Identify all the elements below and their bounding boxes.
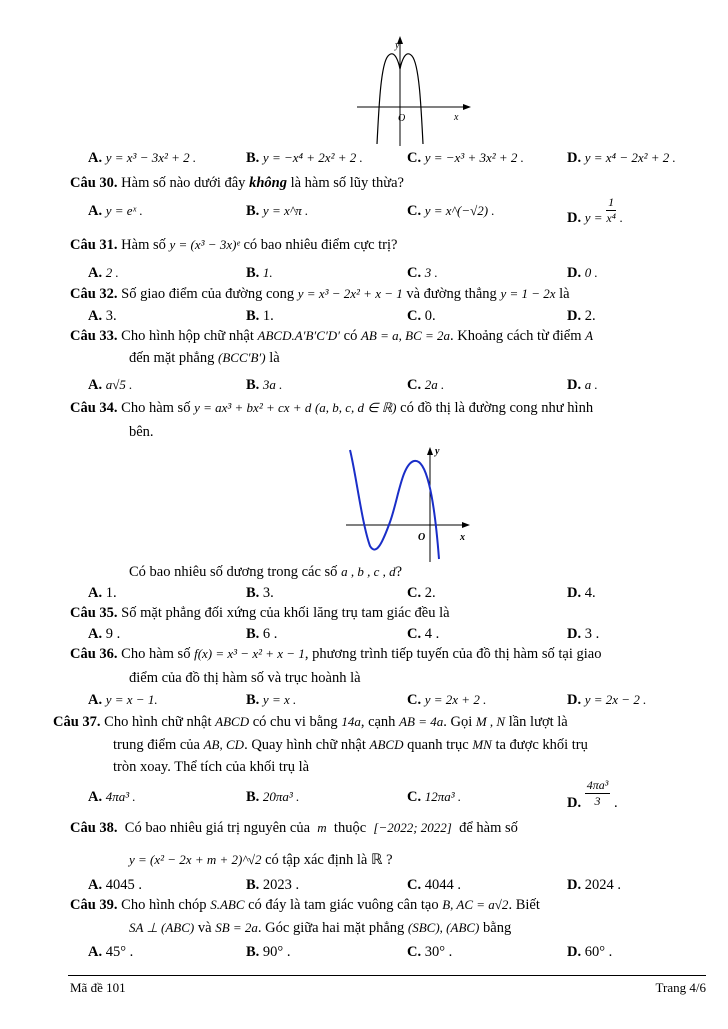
q38-option-d: D. 2024 . [567,877,621,893]
q36-option-d: D. y = 2x − 2 . [567,692,647,708]
q37-stem-line3: tròn xoay. Thể tích của khối trụ là [113,759,310,775]
page-number: Trang 4/6 [655,980,706,995]
q30-stem: Câu 30. Hàm số nào dưới đây không là hàm số lũy thừa? [70,175,404,191]
q38-stem-line2: y = (x² − 2x + m + 2)^√2 có tập xác định là ℝ ? [129,852,393,868]
q38-option-c: C. 4044 . [407,877,461,893]
q29-y-label: y [395,40,400,51]
q29-option-c: C. y = −x³ + 3x² + 2 . [407,150,524,166]
q35-stem: Câu 35. Số mặt phẳng đối xứng của khối lăng trụ tam giác đều là [70,605,450,621]
q32-option-d: D. 2. [567,308,596,324]
q30-option-d: D. y = $\frac{1}{\text{x⁴}}$ . [567,195,624,226]
q36-option-a: A. y = x − 1. [88,692,158,708]
q33-option-b: B. 3a . [246,377,283,393]
q39-option-a: A. 45° . [88,944,134,960]
q34-option-c: C. 2. [407,585,436,601]
q30-option-c: C. y = x^(−√2) . [407,203,495,219]
q32-option-b: B. 1. [246,308,274,324]
q31-option-d: D. 0 . [567,265,598,281]
q36-stem-line1: Câu 36. Cho hàm số f(x) = x³ − x² + x − 1, phương trình tiếp tuyến của đồ thị hàm số tại giao [70,646,602,662]
q34-curve [350,450,439,559]
q39-option-d: D. 60° . [567,944,613,960]
q35-option-d: D. 3 . [567,626,600,642]
q31-option-b: B. 1. [246,265,273,281]
footer-divider [68,975,706,976]
q39-option-b: B. 90° . [246,944,291,960]
q30-option-a: A. y = eˣ . [88,203,143,219]
q38-option-b: B. 2023 . [246,877,300,893]
q29-option-b: B. y = −x⁴ + 2x² + 2 . [246,150,363,166]
q29-origin-label: O [398,113,406,124]
q33-option-c: C. 2a . [407,377,445,393]
q31-option-c: C. 3 . [407,265,438,281]
q29-option-a: A. y = x³ − 3x² + 2 . [88,150,197,166]
exam-code: Mã đề 101 [70,980,126,995]
q37-stem-line1: Câu 37. Cho hình chữ nhật ABCD có chu vi bằng 14a, cạnh AB = 4a. Gọi M , N lần lượt là [53,714,568,730]
q35-option-b: B. 6 . [246,626,278,642]
q29-x-axis [357,104,471,110]
q33-option-a: A. a√5 . [88,377,133,393]
q32-stem: Câu 32. Số giao điểm của đường cong y = x³ − 2x² + x − 1 và đường thẳng y = 1 − 2x là [70,286,570,302]
q34-stem-line1: Câu 34. Cho hàm số y = ax³ + bx² + cx + d (a, b, c, d ∈ ℝ) có đồ thị là đường cong như hình [70,400,594,416]
q29-option-d: D. y = x⁴ − 2x² + 2 . [567,150,676,166]
q38-option-a: A. 4045 . [88,877,142,893]
q37-option-c: C. 12πa³ . [407,789,462,805]
q39-stem-line2: SA ⊥ (ABC) và SB = 2a. Góc giữa hai mặt phẳng (SBC), (ABC) bằng [129,920,512,936]
q36-stem-line2: điểm của đồ thị hàm số và trục hoành là [129,670,361,686]
q34-origin-label: O [418,532,426,543]
q34-option-d: D. 4. [567,585,596,601]
q34-stem-line2: bên. [129,424,154,440]
q33-stem-line1: Câu 33. Cho hình hộp chữ nhật ABCD.A′B′C′D′ có AB = a, BC = 2a. Khoảng cách từ điểm A [70,328,594,344]
q32-option-a: A. 3. [88,308,117,324]
q36-option-b: B. y = x . [246,692,297,708]
q34-x-label: x [460,532,465,543]
q34-y-label: y [435,446,440,457]
q29-y-axis [397,36,406,146]
q34-option-a: A. 1. [88,585,117,601]
q39-stem-line1: Câu 39. Cho hình chóp S.ABC có đáy là tam giác vuông cân tạo B, AC = a√2. Biết [70,897,540,913]
q33-option-d: D. a . [567,377,598,393]
q39-option-c: C. 30° . [407,944,453,960]
q37-option-b: B. 20πa³ . [246,789,300,805]
q31-option-a: A. 2 . [88,265,119,281]
q37-option-d: D. $\frac{\text{4πa³}}{3}$ . [567,778,618,811]
q34-option-b: B. 3. [246,585,274,601]
q36-option-c: C. y = 2x + 2 . [407,692,487,708]
q33-stem-line2: đến mặt phẳng (BCC′B′) là [129,350,280,366]
q37-option-a: A. 4πa³ . [88,789,136,805]
q30-option-b: B. y = x^π . [246,203,309,219]
q35-option-c: C. 4 . [407,626,440,642]
q34-graph [342,444,474,562]
q34-stem-line3: Có bao nhiêu số dương trong các số a , b , c , d? [129,564,403,580]
q32-option-c: C. 0. [407,308,436,324]
q29-graph [355,34,475,146]
q38-stem-line1: Câu 38. Có bao nhiêu giá trị nguyên của m thuộc [−2022; 2022] để hàm số [70,820,518,836]
q31-stem: Câu 31. Hàm số y = (x³ − 3x)ᵉ có bao nhiêu điểm cực trị? [70,237,398,253]
q29-x-label: x [454,112,459,123]
q37-stem-line2: trung điểm của AB, CD. Quay hình chữ nhật ABCD quanh trục MN ta được khối trụ [113,737,588,753]
q35-option-a: A. 9 . [88,626,121,642]
